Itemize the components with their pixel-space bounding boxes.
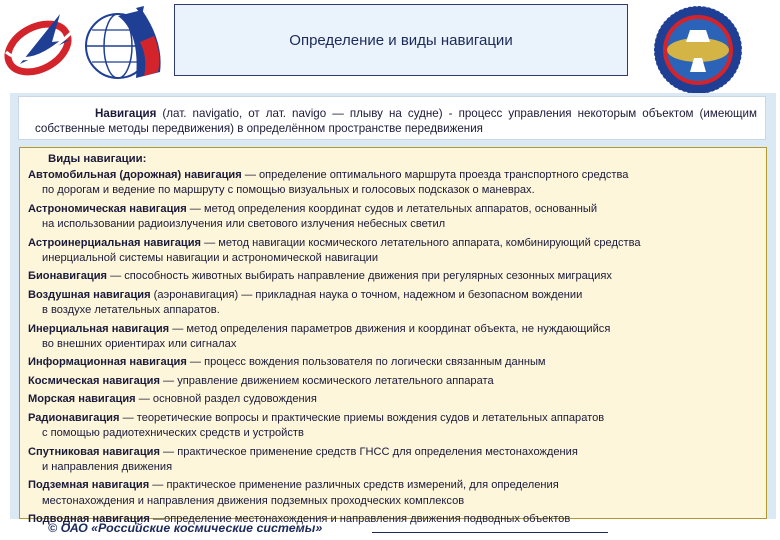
list-item <box>28 168 758 199</box>
item-text: — метод навигации космического летательного аппарата, комбинирующий средства <box>201 236 641 249</box>
item-text: — способность животных выбирать направление движения при регулярных сезонных миграциях <box>106 270 612 283</box>
slide-title-box <box>174 4 628 76</box>
list-item <box>28 411 758 442</box>
item-term: Автомобильная (дорожная) навигация <box>28 169 242 181</box>
item-text: — управление движением космического летательного аппарата <box>159 374 494 387</box>
item-term: Астроинерциальная навигация <box>28 236 202 249</box>
item-term: Астрономическая навигация <box>28 202 187 215</box>
item-term: Радионавигация <box>28 411 120 424</box>
item-text: — метод определения координат судов и летательных аппаратов, основанный <box>186 202 598 215</box>
list-item <box>28 374 758 389</box>
item-continuation: инерциальной системы навигации и астрономической навигации <box>42 252 379 265</box>
item-text: — теоретические вопросы и практические приемы вождения судов и летательных аппаратов <box>119 411 605 424</box>
list-item <box>28 269 758 284</box>
definition-body: (лат. navigatio, от лат. navigo — плыву на судне) - процесс управления некоторым объектом (имеющим собственные методы передвижения) в определённом пространстве передвижения <box>35 107 757 135</box>
footer-copyright: © ОАО «Российские космические системы» <box>48 521 323 535</box>
item-term: Воздушная навигация <box>28 288 151 301</box>
item-continuation: по дорогам и ведение по маршруту с помощью визуальных и голосовых подсказок о маневрах. <box>42 184 535 197</box>
slide-title: Определение и виды навигации <box>289 31 513 49</box>
item-term: Подводная навигация <box>28 513 150 526</box>
definition-term: Навигация <box>95 107 157 120</box>
item-continuation: в воздухе летательных аппаратов. <box>42 304 220 317</box>
item-text: — процесс вождения пользователя по логически связанным данным <box>186 356 546 369</box>
item-term: Информационная навигация <box>28 356 187 369</box>
roscosmos-emblem-icon <box>0 2 82 84</box>
item-text: — практическое применение средств ГНСС для определения местонахождения <box>159 445 578 458</box>
item-continuation: и направления движения <box>42 460 173 473</box>
round-seal-icon <box>650 2 746 98</box>
item-term: Инерциальная навигация <box>28 322 170 335</box>
list-item <box>28 202 758 233</box>
list-item <box>28 322 758 353</box>
list-item <box>28 392 758 407</box>
navigation-types-box <box>19 147 767 526</box>
list-item <box>28 355 758 370</box>
item-text: —определение местонахождения и направления движения подводных объектов <box>149 513 571 526</box>
item-text: — основной раздел судовождения <box>135 393 317 406</box>
definition-text <box>19 97 765 136</box>
globe-flag-icon <box>78 2 168 84</box>
item-continuation: местонахождения и направления движения подземных проходческих комплексов <box>42 494 465 507</box>
item-term: Бионавигация <box>28 270 107 283</box>
item-continuation: во внешних ориентирах или сигналах <box>42 338 237 351</box>
item-text: — метод определения параметров движения и координат объекта, не нуждающийся <box>169 322 611 335</box>
item-text: (аэронавигация) — прикладная наука о точном, надежном и безопасном вождении <box>150 288 583 301</box>
definition-box <box>18 96 766 140</box>
item-continuation: с помощью радиотехнических средств и устройств <box>42 427 304 440</box>
footer-divider <box>372 532 608 533</box>
item-term: Морская навигация <box>28 393 136 406</box>
item-text: — практическое применение различных средств измерений, для определения <box>149 479 559 492</box>
list-item <box>28 445 758 476</box>
list-heading: Виды навигации: <box>48 153 147 165</box>
item-continuation: на использовании радиоизлучения или светового излучения небесных светил <box>42 218 446 231</box>
item-term: Космическая навигация <box>28 374 160 387</box>
item-text: — определение оптимального маршрута проезда транспортного средства <box>241 169 629 181</box>
list-item <box>28 288 758 319</box>
item-term: Подземная навигация <box>28 479 150 492</box>
list-item <box>28 478 758 509</box>
item-term: Спутниковая навигация <box>28 445 160 458</box>
list-item <box>28 236 758 267</box>
